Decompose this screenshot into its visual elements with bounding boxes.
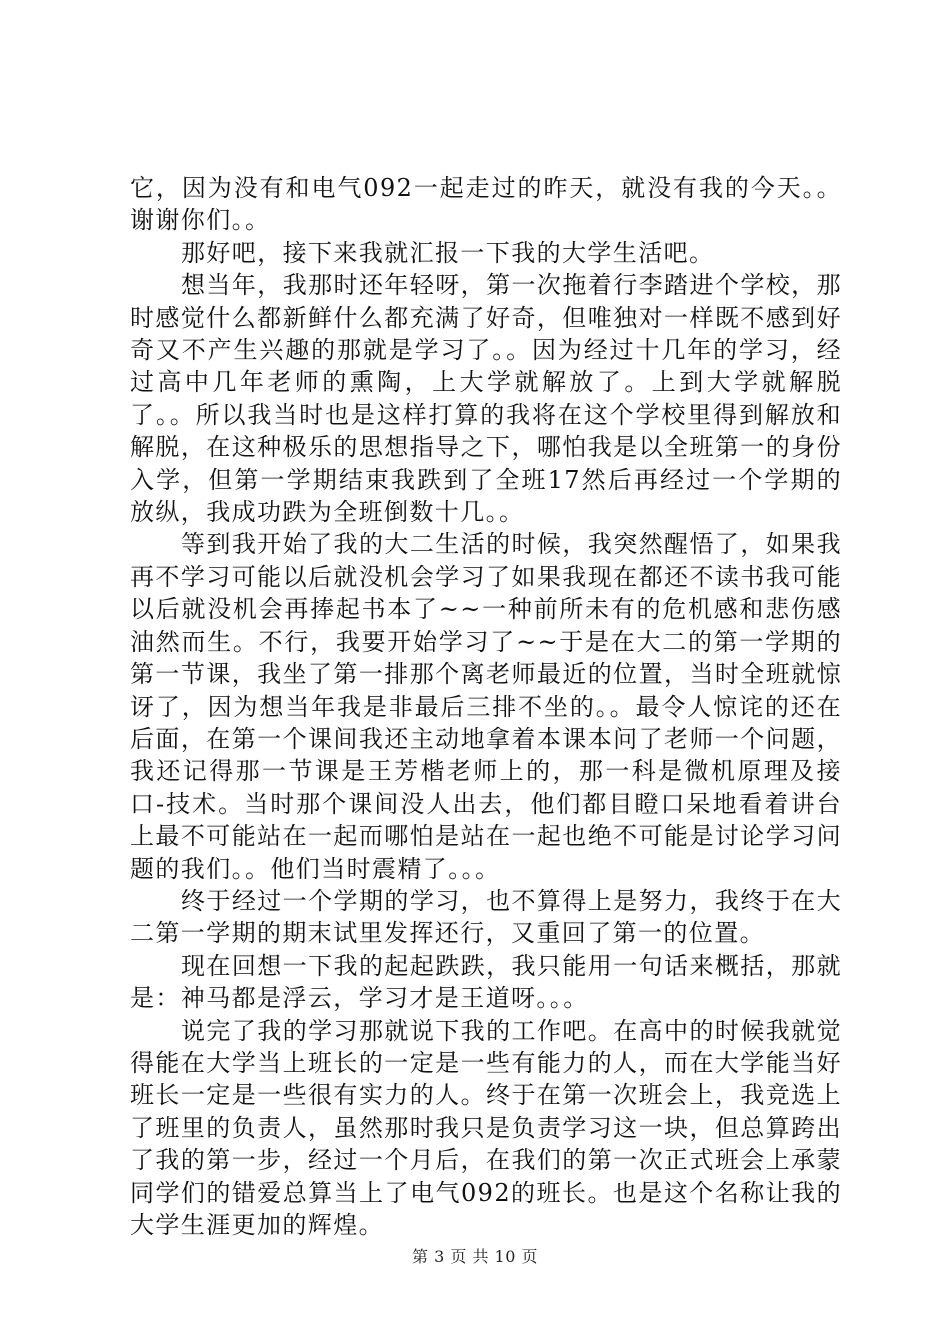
paragraph-continuation: 它，因为没有和电气092一起走过的昨天，就没有我的今天。。谢谢你们。。 (130, 174, 842, 235)
paragraph-freshman-year: 想当年，我那时还年轻呀，第一次拖着行李踏进个学校，那时感觉什么都新鲜什么都充满了好奇，但唯独对一样既不感到好奇又不产生兴趣的那就是学习了。。因为经过十几年的学习，经过高中几年老师的熏陶，上大学就解放了。上到大学就解脱了。。所以我当时也是这样打算的我将在这个学校里得到解放和解脱，在这种极乐的思想指导之下，哪怕我是以全班第一的身份入学，但第一学期结束我跌到了全班17然后再经过一个学期的放纵，我成功跌为全班倒数十几。。 (130, 271, 842, 527)
paragraph-back-to-first: 终于经过一个学期的学习，也不算得上是努力，我终于在大二第一学期的期末试里发挥还行，又重回了第一的位置。 (130, 886, 842, 948)
paragraph-class-monitor: 说完了我的学习那就说下我的工作吧。在高中的时候我就觉得能在大学当上班长的一定是一些有能力的人，而在大学能当好班长一定是一些很有实力的人。终于在第一次班会上，我竞选上了班里的负责人，虽然那时我只是负责学习这一块，但总算跨出了我的第一步，经过一个月后，在我们的第一次正式班会上承蒙同学们的错爱总算当上了电气092的班长。也是这个名称让我的大学生涯更加的辉煌。 (130, 1016, 842, 1239)
paragraph-summary: 现在回想一下我的起起跌跌，我只能用一句话来概括，那就是：神马都是浮云，学习才是王道呀。。。 (130, 951, 842, 1013)
document-body (130, 172, 842, 1241)
paragraph-intro: 那好吧，接下来我就汇报一下我的大学生活吧。 (181, 238, 715, 267)
page-number-footer: 第 3 页 共 10 页 (412, 1247, 538, 1266)
paragraph-sophomore-awakening: 等到我开始了我的大二生活的时候，我突然醒悟了，如果我再不学习可能以后就没机会学习了如果我现在都还不读书我可能以后就没机会再捧起书本了~~一种前所未有的危机感和悲伤感油然而生。不行，我要开始学习了~~于是在大二的第一学期的第一节课，我坐了第一排那个离老师最近的位置，当时全班就惊讶了，因为想当年我是非最后三排不坐的。。最令人惊诧的还在后面，在第一个课间我还主动地拿着本课本问了老师一个问题，我还记得那一节课是王芳楷老师上的，那一科是微机原理及接口-技术。当时那个课间没人出去，他们都目瞪口呆地看着讲台上最不可能站在一起而哪怕是站在一起也绝不可能是讨论学习问题的我们。。他们当时震精了。。。 (130, 530, 842, 883)
